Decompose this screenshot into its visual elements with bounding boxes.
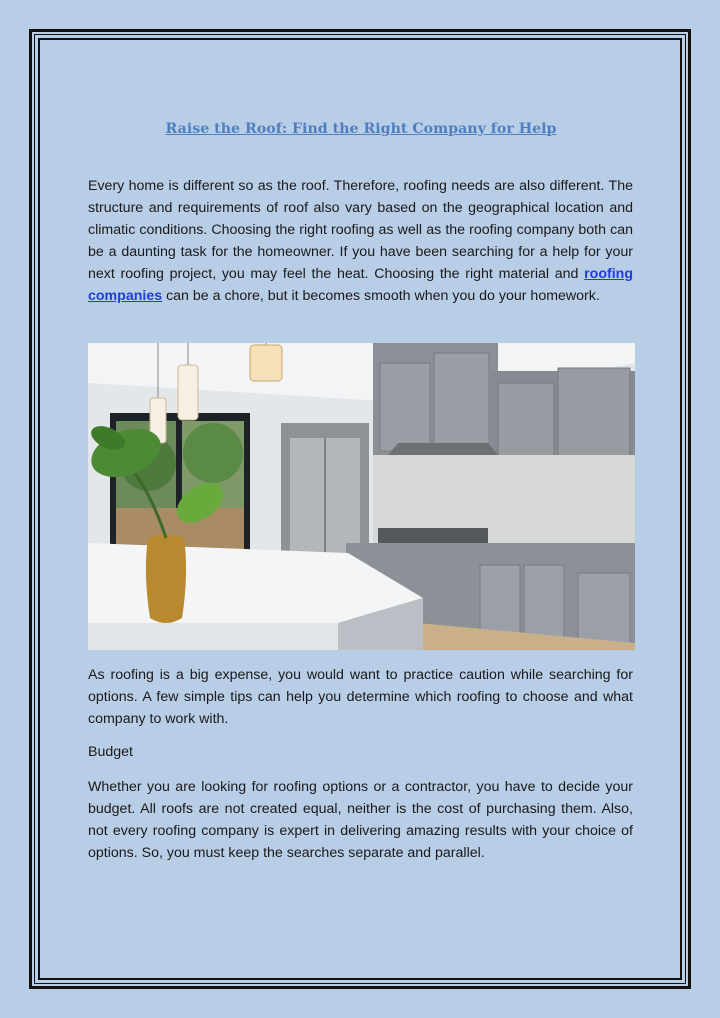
intro-text-after-link: can be a chore, but it becomes smooth when you do your homework. <box>162 288 600 304</box>
pendant-light <box>178 365 198 420</box>
gold-vase <box>146 535 186 624</box>
roofing-companies-link[interactable]: roofing companies <box>88 266 633 304</box>
kitchen-illustration <box>88 343 635 650</box>
paragraph-2: As roofing is a big expense, you would want to practice caution while searching for options. A few simple tips can help you determine which roofing to choose and what company to work with. <box>88 667 633 727</box>
kitchen-photo <box>88 343 635 650</box>
intro-paragraph <box>88 175 633 307</box>
document-title: Raise the Roof: Find the Right Company for Help <box>165 121 557 137</box>
intro-text-before-link: Every home is different so as the roof. Therefore, roofing needs are also different. The structure and requirements of roof also vary based on the geographical location and climatic conditions. Choosing the right roofing as well as the roofing company both can be a daunting task for the homeowner. If you have been searching for a help for your next roofing project, you may feel the heat. Choosing the right material and <box>88 178 633 282</box>
paragraph-3: Whether you are looking for roofing options or a contractor, you have to decide your budget. All roofs are not created equal, neither is the cost of purchasing them. Also, not every roofing company is expert in delivering amazing results with your choice of options. So, you must keep the searches separate and parallel. <box>88 779 633 861</box>
section-heading-budget: Budget <box>88 744 133 760</box>
